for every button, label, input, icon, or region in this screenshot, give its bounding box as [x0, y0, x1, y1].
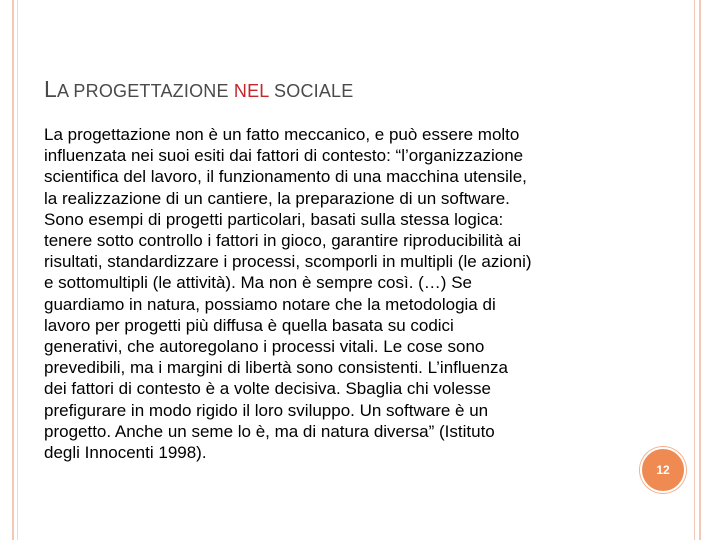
page-number: 12 [656, 463, 670, 477]
body-line: influenzata nei suoi esiti dai fattori di contesto: “l’organizzazione [44, 146, 524, 166]
right-border-line [699, 0, 701, 540]
body-line: la realizzazione di un cantiere, la preparazione di un software. [44, 188, 510, 208]
body-line: progetto. Anche un seme lo è, ma di natura diversa” (Istituto [44, 421, 495, 441]
body-line: risultati, standardizzare i processi, scomporli in multipli (le azioni) [44, 252, 532, 272]
body-text [44, 124, 644, 463]
title-first-letter: L [44, 76, 57, 102]
body-line: scientifica del lavoro, il funzionamento di una macchina utensile, [44, 167, 527, 187]
body-line: La progettazione non è un fatto meccanico, e può essere molto [44, 125, 520, 144]
body-line: tenere sotto controllo i fattori in gioco, garantire riproducibilità ai [44, 231, 522, 251]
body-line: dei fattori di contesto è a volte decisiva. Sbaglia chi volesse [44, 379, 491, 399]
page-number-badge [640, 447, 686, 493]
body-line: lavoro per progetti più diffusa è quella basata su codici [44, 315, 454, 335]
title-part-1: A PROGETTAZIONE [57, 81, 234, 101]
slide-title [44, 76, 353, 103]
body-line: generativi, che autoregolano i processi vitali. Le cose sono [44, 337, 485, 357]
body-line: prefigurare in modo rigido il loro sviluppo. Un software è un [44, 400, 489, 420]
left-border-line [12, 0, 14, 540]
body-line: degli Innocenti 1998). [44, 443, 207, 463]
body-line: e sottomultipli (le attività). Ma non è sempre così. (…) Se [44, 273, 472, 293]
body-line: guardiamo in natura, possiamo notare che la metodologia di [44, 294, 496, 314]
body-line: prevedibili, ma i margini di libertà sono consistenti. L’influenza [44, 358, 508, 378]
title-part-2: SOCIALE [268, 81, 354, 101]
body-line: Sono esempi di progetti particolari, basati sulla stessa logica: [44, 209, 504, 229]
right-border-line-inner [694, 0, 695, 540]
title-accent: NEL [233, 81, 269, 101]
left-border-line-inner [17, 0, 18, 540]
